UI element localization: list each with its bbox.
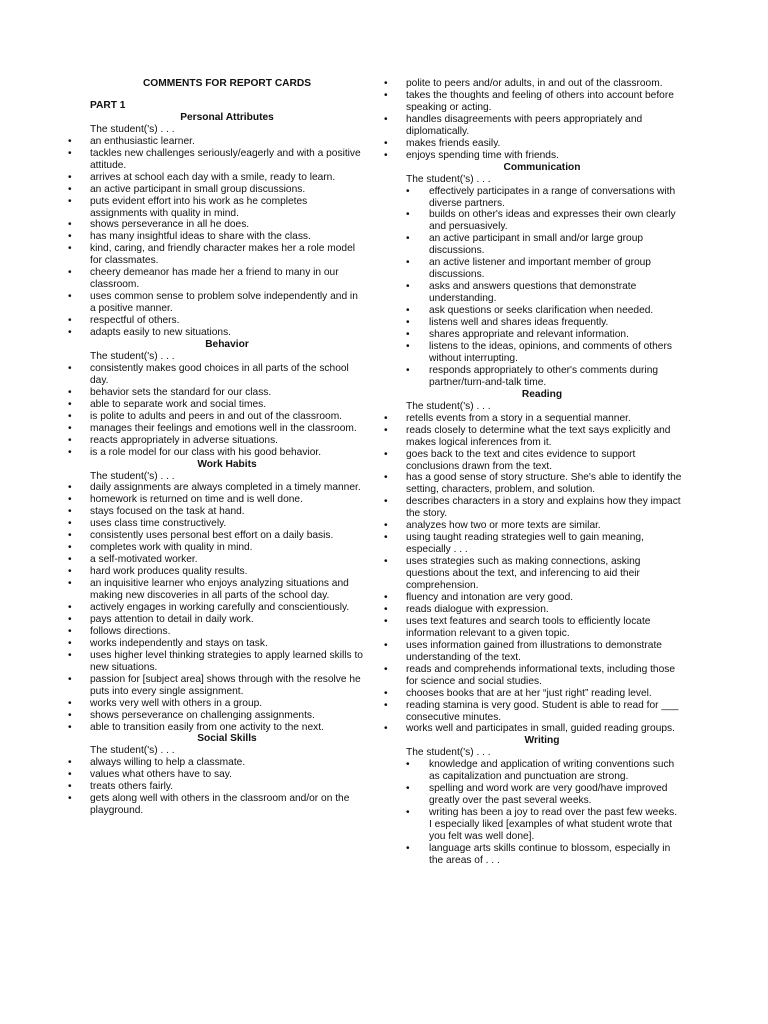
list-item: • works well and participates in small, guided reading groups. <box>382 723 682 735</box>
reading-list <box>382 413 682 736</box>
left-column <box>66 78 364 817</box>
list-item: • an active listener and important member of group discussions. <box>382 257 682 281</box>
list-item: • describes characters in a story and explains how they impact the story. <box>382 496 682 520</box>
list-item: • cheery demeanor has made her a friend to many in our classroom. <box>66 267 364 291</box>
list-item: • reads dialogue with expression. <box>382 604 682 616</box>
list-item: • adapts easily to new situations. <box>66 327 364 339</box>
list-item: • makes friends easily. <box>382 138 682 150</box>
list-item: • uses strategies such as making connections, asking questions about the text, and inferencing to aid their comprehension. <box>382 556 682 592</box>
list-item: • writing has been a joy to read over the past few weeks. I especially liked [examples of what student wrote that you felt was well done]. <box>382 807 682 843</box>
list-item: • fluency and intonation are very good. <box>382 592 682 604</box>
list-item: • uses common sense to problem solve independently and in a positive manner. <box>66 291 364 315</box>
list-item: • chooses books that are at her “just right” reading level. <box>382 688 682 700</box>
work-habits-list <box>66 482 364 733</box>
list-item: • shares appropriate and relevant information. <box>382 329 682 341</box>
list-item: • using taught reading strategies well to gain meaning, especially . . . <box>382 532 682 556</box>
section-heading-personal: Personal Attributes <box>180 111 274 123</box>
section-heading-behavior: Behavior <box>205 339 249 351</box>
list-item: • an inquisitive learner who enjoys analyzing situations and making new discoveries in all parts of the school day. <box>66 578 364 602</box>
list-item: • consistently makes good choices in all parts of the school day. <box>66 363 364 387</box>
social-skills-list-left <box>66 757 364 817</box>
list-item: • effectively participates in a range of conversations with diverse partners. <box>382 186 682 210</box>
list-item: • reads and comprehends informational texts, including those for science and social studies. <box>382 664 682 688</box>
list-item: • handles disagreements with peers appropriately and diplomatically. <box>382 114 682 138</box>
section-heading-work-habits: Work Habits <box>197 458 257 470</box>
section-heading-social: Social Skills <box>197 733 257 745</box>
document-title: COMMENTS FOR REPORT CARDS <box>142 78 312 89</box>
list-item: • able to separate work and social times. <box>66 399 364 411</box>
right-column <box>382 78 682 867</box>
list-item: • knowledge and application of writing conventions such as capitalization and punctuation are strong. <box>382 759 682 783</box>
section-heading-communication: Communication <box>503 161 581 173</box>
section-heading-writing: Writing <box>524 735 560 747</box>
list-item: • uses text features and search tools to efficiently locate information relevant to a given topic. <box>382 616 682 640</box>
list-item: • pays attention to detail in daily work. <box>66 614 364 626</box>
list-item: • has a good sense of story structure. She's able to identify the setting, characters, problem, and solution. <box>382 472 682 496</box>
list-item: • hard work produces quality results. <box>66 566 364 578</box>
list-item: • retells events from a story in a sequential manner. <box>382 413 682 425</box>
list-item: • uses class time constructively. <box>66 518 364 530</box>
list-item: • listens well and shares ideas frequently. <box>382 317 682 329</box>
list-item: • works independently and stays on task. <box>66 638 364 650</box>
list-item: • shows perseverance in all he does. <box>66 219 364 231</box>
list-item: • listens to the ideas, opinions, and comments of others without interrupting. <box>382 341 682 365</box>
list-item: • asks and answers questions that demonstrate understanding. <box>382 281 682 305</box>
list-item: • arrives at school each day with a smile, ready to learn. <box>66 172 364 184</box>
list-item: • follows directions. <box>66 626 364 638</box>
section-intro: The student('s) . . . <box>406 400 491 412</box>
list-item: • responds appropriately to other's comments during partner/turn-and-talk time. <box>382 365 682 389</box>
list-item: • an active participant in small and/or large group discussions. <box>382 233 682 257</box>
list-item: • values what others have to say. <box>66 769 364 781</box>
list-item: • a self-motivated worker. <box>66 554 364 566</box>
list-item: • reacts appropriately in adverse situations. <box>66 435 364 447</box>
list-item: • polite to peers and/or adults, in and out of the classroom. <box>382 78 682 90</box>
list-item: • puts evident effort into his work as he completes assignments with quality in mind. <box>66 196 364 220</box>
list-item: • has many insightful ideas to share with the class. <box>66 231 364 243</box>
list-item: • consistently uses personal best effort on a daily basis. <box>66 530 364 542</box>
list-item: • an enthusiastic learner. <box>66 136 364 148</box>
list-item: • an active participant in small group discussions. <box>66 184 364 196</box>
list-item: • uses higher level thinking strategies to apply learned skills to new situations. <box>66 650 364 674</box>
list-item: • uses information gained from illustrations to demonstrate understanding of the text. <box>382 640 682 664</box>
list-item: • shows perseverance on challenging assignments. <box>66 710 364 722</box>
social-skills-list-right <box>382 78 682 162</box>
list-item: • daily assignments are always completed in a timely manner. <box>66 482 364 494</box>
list-item: • takes the thoughts and feeling of others into account before speaking or acting. <box>382 90 682 114</box>
part-label: PART 1 <box>90 99 126 111</box>
list-item: • completes work with quality in mind. <box>66 542 364 554</box>
list-item: • homework is returned on time and is well done. <box>66 494 364 506</box>
list-item: • analyzes how two or more texts are similar. <box>382 520 682 532</box>
section-intro: The student('s) . . . <box>406 747 491 759</box>
list-item: • able to transition easily from one activity to the next. <box>66 722 364 734</box>
list-item: • actively engages in working carefully and conscientiously. <box>66 602 364 614</box>
list-item: • enjoys spending time with friends. <box>382 150 682 162</box>
list-item: • treats others fairly. <box>66 781 364 793</box>
list-item: • gets along well with others in the classroom and/or on the playground. <box>66 793 364 817</box>
list-item: • kind, caring, and friendly character makes her a role model for classmates. <box>66 243 364 267</box>
writing-list <box>382 759 682 867</box>
list-item: • spelling and word work are very good/have improved greatly over the past several weeks. <box>382 783 682 807</box>
personal-attributes-list <box>66 136 364 339</box>
list-item: • always willing to help a classmate. <box>66 757 364 769</box>
list-item: • tackles new challenges seriously/eagerly and with a positive attitude. <box>66 148 364 172</box>
behavior-list <box>66 363 364 459</box>
section-intro: The student('s) . . . <box>406 173 491 185</box>
list-item: • behavior sets the standard for our class. <box>66 387 364 399</box>
section-heading-reading: Reading <box>521 388 563 400</box>
list-item: • reads closely to determine what the text says explicitly and makes logical inferences from it. <box>382 425 682 449</box>
list-item: • is polite to adults and peers in and out of the classroom. <box>66 411 364 423</box>
list-item: • ask questions or seeks clarification when needed. <box>382 305 682 317</box>
list-item: • goes back to the text and cites evidence to support conclusions drawn from the text. <box>382 449 682 473</box>
list-item: • reading stamina is very good. Student is able to read for ___ consecutive minutes. <box>382 700 682 724</box>
list-item: • works very well with others in a group. <box>66 698 364 710</box>
list-item: • manages their feelings and emotions well in the classroom. <box>66 423 364 435</box>
list-item: • respectful of others. <box>66 315 364 327</box>
list-item: • passion for [subject area] shows through with the resolve he puts into every single assignment. <box>66 674 364 698</box>
section-intro: The student('s) . . . <box>90 123 175 135</box>
section-intro: The student('s) . . . <box>90 350 175 362</box>
section-intro: The student('s) . . . <box>90 470 175 482</box>
section-intro: The student('s) . . . <box>90 745 175 757</box>
communication-list <box>382 186 682 389</box>
list-item: • is a role model for our class with his good behavior. <box>66 447 364 459</box>
list-item: • language arts skills continue to blossom, especially in the areas of . . . <box>382 843 682 867</box>
list-item: • builds on other's ideas and expresses their own clearly and persuasively. <box>382 209 682 233</box>
list-item: • stays focused on the task at hand. <box>66 506 364 518</box>
